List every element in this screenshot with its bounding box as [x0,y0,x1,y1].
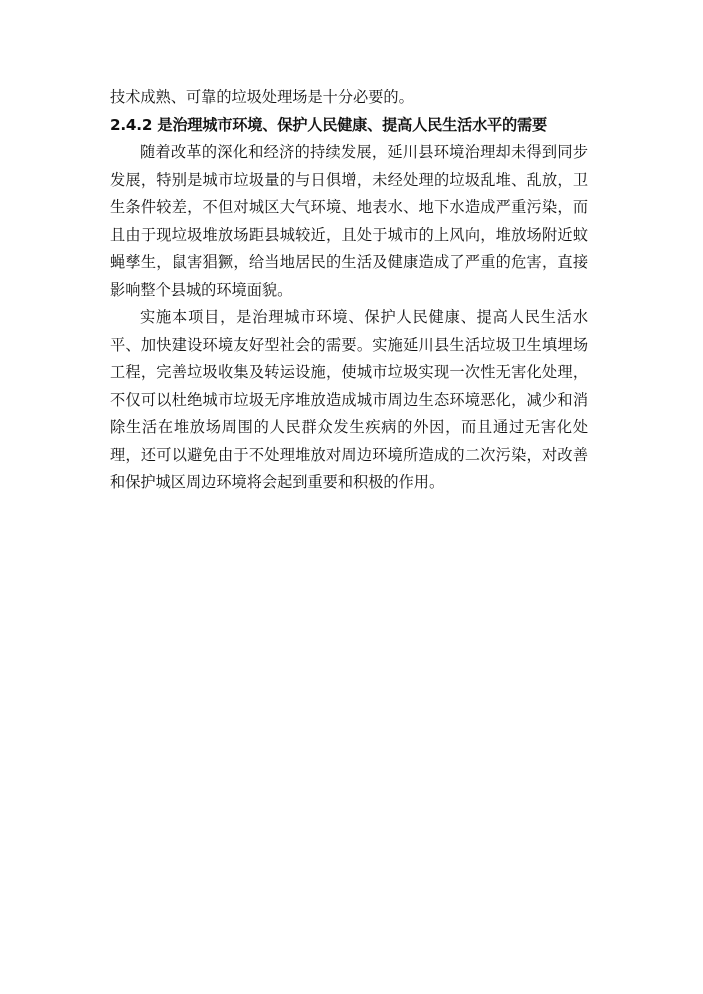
continuation-text: 技术成熟、可靠的垃圾处理场是十分必要的。 [110,88,414,106]
body-paragraph-2: 实施本项目，是治理城市环境、保护人民健康、提高人民生活水平、加快建设环境友好型社会的需要。实施延川县生活垃圾卫生填埋场工程，完善垃圾收集及转运设施，使城市垃圾实现一次性无害化处理，不仅可以杜绝城市垃圾无序堆放造成城市周边生态环境恶化，减少和消除生活在堆放场周围的人民群众发生疾病的外因，而且通过无害化处理，还可以避免由于不处理堆放对周边环境所造成的二次污染，对改善和保护城区周边环境将会起到重要和积极的作用。 [110,308,588,491]
section-heading: 2.4.2 是治理城市环境、保护人民健康、提高人民生活水平的需要 [110,115,548,134]
page-content [110,84,588,497]
body-paragraph-1: 随着改革的深化和经济的持续发展，延川县环境治理却未得到同步发展，特别是城市垃圾量的与日俱增，未经处理的垃圾乱堆、乱放，卫生条件较差，不但对城区大气环境、地表水、地下水造成严重污染，而且由于现垃圾堆放场距县城较近，且处于城市的上风向，堆放场附近蚊蝇孳生，鼠害猖獗，给当地居民的生活及健康造成了严重的危害，直接影响整个县城的环境面貌。 [110,143,588,299]
